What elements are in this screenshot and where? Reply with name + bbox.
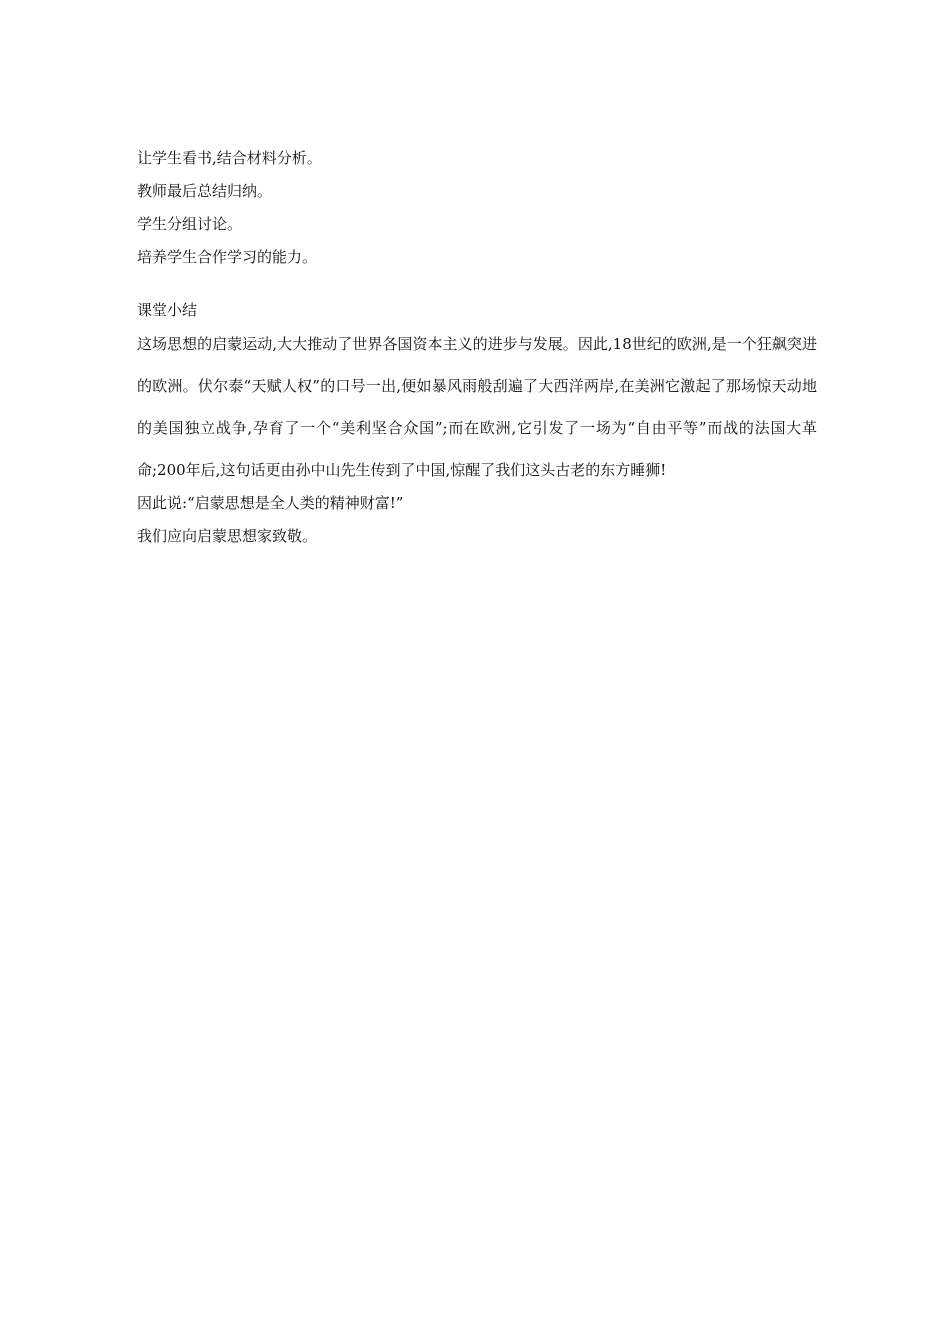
text-line: 学生分组讨论。 (137, 215, 243, 233)
text-line: 教师最后总结归纳。 (137, 182, 273, 200)
text-line: 培养学生合作学习的能力。 (137, 248, 318, 266)
closing-line: 我们应向启蒙思想家致敬。 (137, 527, 318, 545)
document-body (137, 148, 817, 559)
closing-line: 因此说:“启蒙思想是全人类的精神财富!” (137, 494, 404, 512)
section-spacer (137, 280, 817, 300)
summary-heading: 课堂小结 (137, 301, 198, 319)
text-line: 让学生看书,结合材料分析。 (137, 149, 322, 167)
summary-paragraph: 这场思想的启蒙运动,大大推动了世界各国资本主义的进步与发展。因此,18世纪的欧洲,是一个狂飙突进的欧洲。伏尔泰“天赋人权”的口号一出,便如暴风雨般刮遍了大西洋两岸,在美洲它激起了那场惊天动地的美国独立战争,孕育了一个“美利坚合众国”;而在欧洲,它引发了一场为“自由平等”而战的法国大革命;200年后,这句话更由孙中山先生传到了中国,惊醒了我们这头古老的东方睡狮! (137, 335, 817, 479)
